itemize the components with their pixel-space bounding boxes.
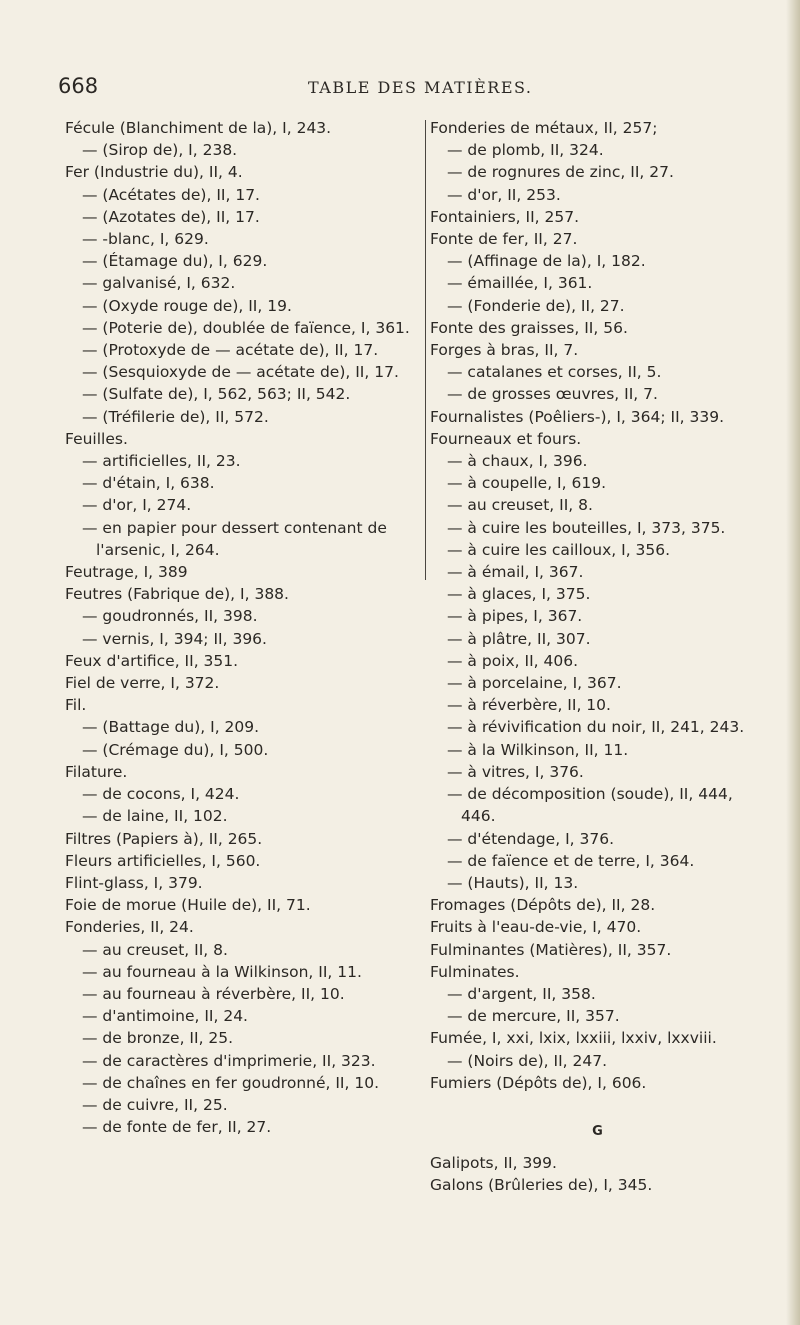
index-subentry: — d'étendage, I, 376.: [447, 829, 615, 848]
index-subentry: — de fonte de fer, II, 27.: [82, 1118, 272, 1137]
index-subentry: — (Noirs de), II, 247.: [447, 1051, 608, 1070]
left-column: [65, 117, 415, 1138]
section-letter: G: [592, 1123, 603, 1139]
index-entry: Fécule (Blanchiment de la), I, 243.: [65, 119, 332, 137]
index-subentry: — de grosses œuvres, II, 7.: [447, 385, 658, 404]
index-entry: Fromages (Dépôts de), II, 28.: [430, 896, 656, 915]
index-entry: Forges à bras, II, 7.: [430, 341, 579, 360]
index-subentry: — de chaînes en fer goudronné, II, 10.: [82, 1073, 380, 1092]
index-subentry: — d'antimoine, II, 24.: [82, 1007, 248, 1026]
index-entry: Fil.: [65, 696, 87, 715]
index-subentry: — catalanes et corses, II, 5.: [447, 363, 662, 382]
index-subentry: — (Affinage de la), I, 182.: [447, 252, 646, 271]
index-entry: Fonte des graisses, II, 56.: [430, 318, 628, 337]
index-subentry: — d'or, I, 274.: [82, 496, 192, 515]
index-entry: Fournalistes (Poêliers-), I, 364; II, 339.: [430, 407, 725, 426]
index-subentry: — (Battage du), I, 209.: [82, 718, 260, 737]
index-subentry: — à réverbère, II, 10.: [447, 696, 611, 715]
index-subentry: — à vitres, I, 376.: [447, 762, 584, 781]
index-subentry: — de décomposition (soude), II, 444, 446.: [447, 785, 733, 826]
right-column: [430, 117, 765, 1196]
index-subentry: — (Oxyde rouge de), II, 19.: [82, 296, 292, 315]
index-entry: Fer (Industrie du), II, 4.: [65, 163, 243, 182]
index-subentry: — à glaces, I, 375.: [447, 585, 591, 604]
index-subentry: — au fourneau à réverbère, II, 10.: [82, 984, 345, 1003]
index-entry: Fumée, I, xxi, lxix, lxxiii, lxxiv, lxxviii.: [430, 1029, 717, 1048]
index-subentry: — à révivification du noir, II, 241, 243.: [447, 718, 745, 737]
index-subentry: — galvanisé, I, 632.: [82, 274, 236, 293]
index-subentry: — (Azotates de), II, 17.: [82, 207, 260, 226]
index-entry: Flint-glass, I, 379.: [65, 873, 203, 892]
index-entry: Filature.: [65, 762, 128, 781]
index-subentry: — à chaux, I, 396.: [447, 452, 588, 471]
index-subentry: — au creuset, II, 8.: [82, 940, 228, 959]
index-entry: Fonderies, II, 24.: [65, 918, 194, 937]
index-subentry: — de rognures de zinc, II, 27.: [447, 163, 674, 182]
page-header: [0, 74, 800, 104]
index-subentry: — de bronze, II, 25.: [82, 1029, 234, 1048]
index-entry: Fonte de fer, II, 27.: [430, 230, 578, 249]
index-subentry: — (Poterie de), doublée de faïence, I, 361.: [82, 318, 410, 337]
index-subentry: — au creuset, II, 8.: [447, 496, 593, 515]
index-subentry: — de plomb, II, 324.: [447, 141, 604, 160]
index-entry: Feux d'artifice, II, 351.: [65, 651, 239, 670]
column-divider: [425, 120, 426, 580]
index-subentry: — à plâtre, II, 307.: [447, 629, 591, 648]
index-subentry: — (Sesquioxyde de — acétate de), II, 17.: [82, 363, 399, 382]
index-subentry: — à pipes, I, 367.: [447, 607, 583, 626]
index-entry: Foie de morue (Huile de), II, 71.: [65, 896, 311, 915]
index-subentry: — (Protoxyde de — acétate de), II, 17.: [82, 341, 379, 360]
index-subentry: — à coupelle, I, 619.: [447, 474, 606, 493]
index-entry: Fonderies de métaux, II, 257;: [430, 119, 658, 137]
index-subentry: — en papier pour dessert contenant de l'arsenic, I, 264.: [82, 518, 387, 559]
index-entry: Galipots, II, 399.: [430, 1153, 557, 1172]
index-subentry: — goudronnés, II, 398.: [82, 607, 258, 626]
index-subentry: — de cocons, I, 424.: [82, 785, 240, 804]
section-g-entries: [430, 1152, 765, 1196]
index-subentry: — -blanc, I, 629.: [82, 230, 209, 249]
index-subentry: — (Sirop de), I, 238.: [82, 141, 238, 160]
index-subentry: — à émail, I, 367.: [447, 563, 584, 582]
index-subentry: — vernis, I, 394; II, 396.: [82, 629, 267, 648]
page-number: 668: [58, 74, 99, 98]
index-entry: Feuilles.: [65, 429, 128, 448]
index-subentry: — (Hauts), II, 13.: [447, 873, 579, 892]
index-entry: Fontainiers, II, 257.: [430, 207, 580, 226]
index-entry: Feutres (Fabrique de), I, 388.: [65, 585, 289, 604]
index-entry: Fiel de verre, I, 372.: [65, 674, 220, 693]
index-entry: Filtres (Papiers à), II, 265.: [65, 829, 263, 848]
index-subentry: — (Crémage du), I, 500.: [82, 740, 269, 759]
index-entry: Fumiers (Dépôts de), I, 606.: [430, 1073, 647, 1092]
index-subentry: — artificielles, II, 23.: [82, 452, 241, 471]
index-subentry: — de laine, II, 102.: [82, 807, 228, 826]
index-subentry: — à cuire les bouteilles, I, 373, 375.: [447, 518, 726, 537]
running-head: TABLE DES MATIÈRES.: [308, 78, 533, 97]
index-subentry: — à poix, II, 406.: [447, 651, 579, 670]
index-subentry: — d'étain, I, 638.: [82, 474, 215, 493]
index-subentry: — à cuire les cailloux, I, 356.: [447, 540, 671, 559]
index-subentry: — à la Wilkinson, II, 11.: [447, 740, 629, 759]
index-entry: Fulminantes (Matières), II, 357.: [430, 940, 672, 959]
index-subentry: — à porcelaine, I, 367.: [447, 674, 622, 693]
index-entry: Galons (Brûleries de), I, 345.: [430, 1176, 653, 1195]
index-entry: Fruits à l'eau-de-vie, I, 470.: [430, 918, 642, 937]
index-subentry: — de cuivre, II, 25.: [82, 1095, 228, 1114]
index-entry: Feutrage, I, 389: [65, 563, 188, 582]
index-entry: Fleurs artificielles, I, 560.: [65, 851, 261, 870]
index-subentry: — de faïence et de terre, I, 364.: [447, 851, 695, 870]
index-subentry: — de caractères d'imprimerie, II, 323.: [82, 1051, 376, 1070]
index-subentry: — au fourneau à la Wilkinson, II, 11.: [82, 962, 362, 981]
index-subentry: — émaillée, I, 361.: [447, 274, 593, 293]
index-subentry: — (Tréfilerie de), II, 572.: [82, 407, 269, 426]
index-subentry: — (Fonderie de), II, 27.: [447, 296, 625, 315]
index-subentry: — (Acétates de), II, 17.: [82, 185, 260, 204]
index-subentry: — d'or, II, 253.: [447, 185, 561, 204]
index-subentry: — de mercure, II, 357.: [447, 1007, 620, 1026]
right-column-entries: [430, 117, 765, 1094]
page-edge-shadow: [786, 0, 800, 1325]
index-subentry: — (Étamage du), I, 629.: [82, 252, 268, 271]
index-subentry: — d'argent, II, 358.: [447, 984, 596, 1003]
index-entry: Fulminates.: [430, 962, 520, 981]
index-subentry: — (Sulfate de), I, 562, 563; II, 542.: [82, 385, 351, 404]
index-entry: Fourneaux et fours.: [430, 429, 582, 448]
